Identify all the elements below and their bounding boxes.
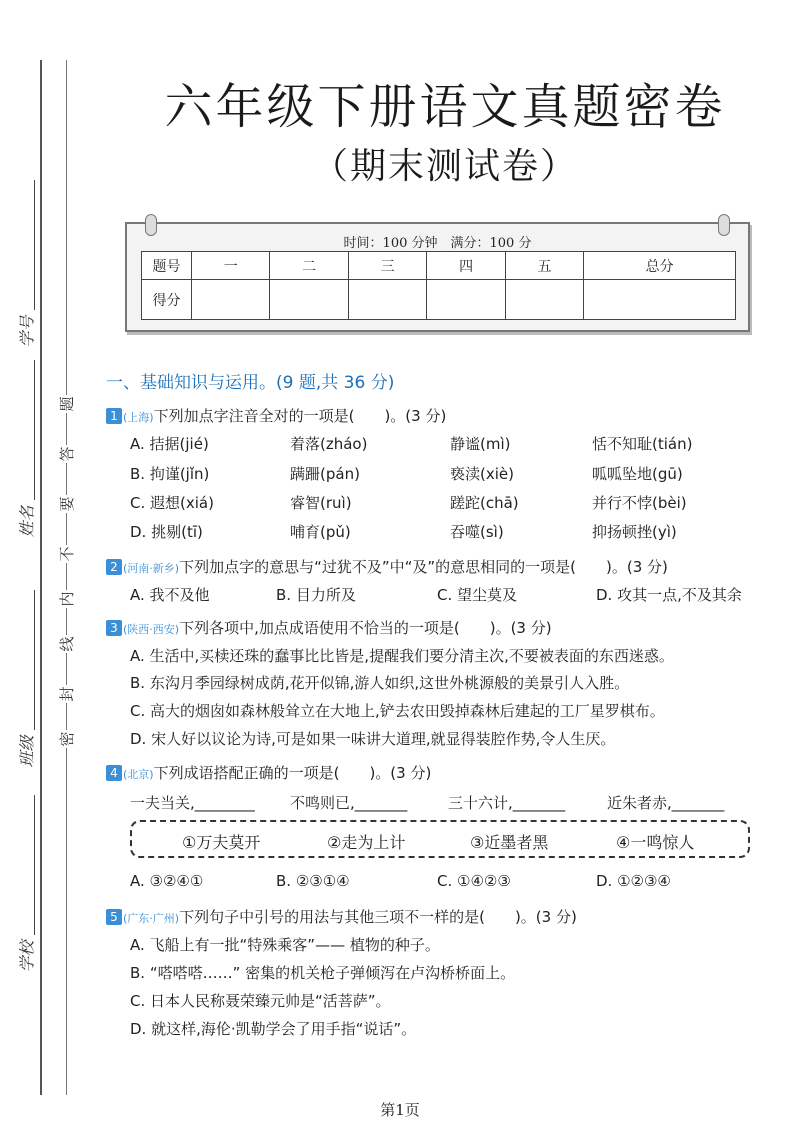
option: D. 就这样,海伦·凯勒学会了用手指“说话”。 [130,1020,417,1038]
question-3 [106,617,552,638]
school-label: 学校 [17,940,37,973]
seal-char: 不 [58,546,76,562]
question-4 [106,762,431,783]
section-heading: 一、基础知识与运用。(9 题,共 36 分) [106,373,395,393]
option: D. 攻其一点,不及其余 [596,586,742,604]
seal-char: 题 [58,396,76,412]
name-label: 姓名 [17,505,37,538]
fill-blank[interactable]: 三十六计,_______ [448,794,566,812]
choice-item: ④一鸣惊人 [616,833,695,852]
table-header-cell: 一 [192,252,270,280]
option: D. ①②③④ [596,872,671,890]
field-underline [34,590,35,730]
class-field[interactable] [8,590,36,770]
option: A. 生活中,买椟还珠的蠢事比比皆是,提醒我们要分清主次,不要被表面的东西迷惑。 [130,647,674,665]
option: B. “嗒嗒嗒……” 密集的机关枪子弹倾泻在卢沟桥桥面上。 [130,964,516,982]
question-stem: 下列加点字注音全对的一项是( )。(3 分) [153,407,447,425]
option: 亵渎(xiè) [450,465,514,483]
field-underline [34,360,35,500]
option: D. 宋人好以议论为诗,可是如果一味讲大道理,就显得装腔作势,令人生厌。 [130,730,616,748]
option: 吞噬(sì) [450,523,504,541]
field-underline [34,180,35,310]
question-number: 1 [106,408,122,424]
seal-char: 密 [58,731,76,747]
page-number: 第1页 [380,1101,420,1119]
seal-char: 要 [58,496,76,512]
exam-info: 时间：100 分钟 满分：100 分 [343,236,532,251]
table-header-cell: 二 [270,252,348,280]
score-cell[interactable] [505,280,583,320]
field-underline [34,795,35,935]
option: C. 高大的烟囱如森林般耸立在大地上,铲去农田毁掉森林后建起的工厂星罗棋布。 [130,702,665,720]
fill-blank[interactable]: 不鸣则已,_______ [290,794,408,812]
question-5 [106,906,577,927]
choice-item: ②走为上计 [327,833,406,852]
table-row [142,252,736,280]
page-title: 六年级下册语文真题密卷 [164,79,726,135]
score-cell[interactable] [192,280,270,320]
score-cell[interactable] [348,280,426,320]
answer-choices-box [130,820,750,858]
question-1 [106,405,446,426]
score-cell[interactable] [584,280,736,320]
table-row [142,280,736,320]
seal-char: 内 [58,591,76,607]
score-table [141,251,736,320]
option: A. 飞船上有一批“特殊乘客”—— 植物的种子。 [130,936,440,954]
table-header-cell: 题号 [142,252,192,280]
score-cell[interactable] [270,280,348,320]
option: 哺育(pǔ) [290,523,351,541]
question-stem: 下列各项中,加点成语使用不恰当的一项是( )。(3 分) [179,619,552,637]
question-stem: 下列加点字的意思与“过犹不及”中“及”的意思相同的一项是( )。(3 分) [179,558,668,576]
question-source: (河南·新乡) [123,562,180,575]
option: B. 东沟月季园绿树成荫,花开似锦,游人如织,这世外桃源般的美景引人入胜。 [130,674,630,692]
option: A. 拮据(jié) [130,435,209,453]
option: C. 遐想(xiá) [130,494,214,512]
option: B. 拘谨(jǐn) [130,465,210,483]
class-label: 班级 [17,735,37,768]
table-header-cell: 五 [505,252,583,280]
choice-item: ①万夫莫开 [182,833,261,852]
student-id-label: 学号 [17,315,37,348]
option: 着落(zháo) [290,435,368,453]
option: 静谧(mì) [450,435,511,453]
option: A. 我不及他 [130,586,210,604]
option: 蹒跚(pán) [290,465,360,483]
score-board [125,222,750,332]
question-source: (上海) [123,411,154,424]
page-subtitle: （期末测试卷） [311,146,578,187]
seal-char: 封 [58,686,76,702]
option: C. 望尘莫及 [437,586,518,604]
name-field[interactable] [8,360,36,540]
option: 恬不知耻(tián) [592,435,693,453]
choice-item: ③近墨者黑 [470,833,549,852]
option: C. ①④②③ [437,872,511,890]
score-cell[interactable] [427,280,505,320]
question-source: (广东·广州) [123,912,180,925]
table-row-label: 得分 [142,280,192,320]
option: B. 目力所及 [276,586,356,604]
seal-char: 线 [58,636,76,652]
question-number: 5 [106,909,122,925]
table-header-cell: 三 [348,252,426,280]
question-stem: 下列句子中引号的用法与其他三项不一样的是( )。(3 分) [179,908,577,926]
binding-line-inner [66,60,67,1095]
option: 并行不悖(bèi) [592,494,687,512]
fill-blank[interactable]: 一夫当关,________ [130,794,255,812]
option: 蹉跎(chā) [450,494,519,512]
option: A. ③②④① [130,872,204,890]
option: 呱呱坠地(gū) [592,465,683,483]
student-id-field[interactable] [8,180,37,348]
option: 睿智(ruì) [290,494,352,512]
option: B. ②③①④ [276,872,350,890]
question-source: (陕西·西安) [123,623,180,636]
table-header-cell: 四 [427,252,505,280]
question-number: 4 [106,765,122,781]
question-source: (北京) [123,768,154,781]
option: D. 挑剔(tī) [130,523,203,541]
question-number: 2 [106,559,122,575]
question-number: 3 [106,620,122,636]
option: 抑扬顿挫(yì) [592,523,677,541]
table-header-cell: 总分 [584,252,736,280]
fill-blank[interactable]: 近朱者赤,_______ [607,794,725,812]
question-2 [106,556,668,577]
seal-char: 答 [58,446,76,462]
question-stem: 下列成语搭配正确的一项是( )。(3 分) [153,764,432,782]
school-field[interactable] [8,795,36,975]
binding-line [40,60,42,1095]
option: C. 日本人民称聂荣臻元帅是“活菩萨”。 [130,992,391,1010]
